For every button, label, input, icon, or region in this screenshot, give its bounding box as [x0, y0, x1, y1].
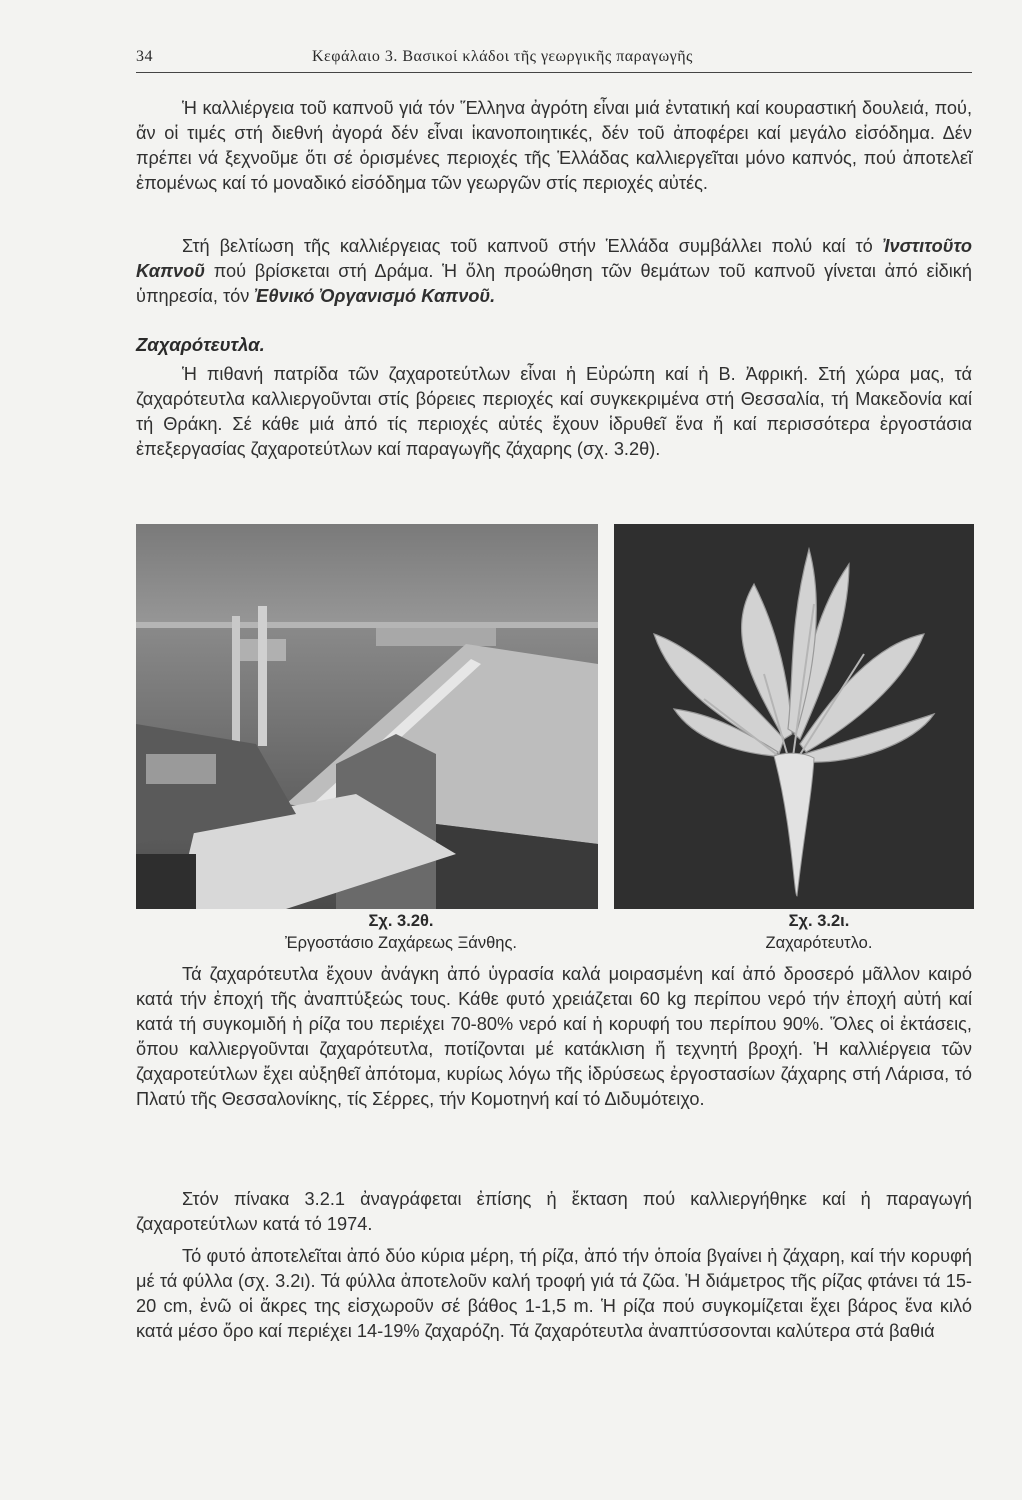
sugarbeet-paragraph-2: Τά ζαχαρότευτλα ἔχουν ἀνάγκη ἀπό ὑγρασία καλά μοιρασμένη καί ἀπό δροσερό μᾶλλον καιρό κατά τήν ἐποχή τῆς ἀναπτύξεώς τους. Κάθε φυτό χρειάζεται 60 kg περίπου νερό τήν ἐποχή αὐτή καί κατά τή συγκομιδή ἡ ρίζα του περιέχει 70-80% νερό καί ἡ κορυφή του περίπου 90%. Ὅλες οἱ ἐκτάσεις, ὅπου καλλιεργοῦνται ζαχαρότευτλα, ποτίζονται μέ κατάκλιση ἤ τεχνητή βροχή. Ἡ καλλιέργεια τῶν ζαχαροτεύτλων ἔχει αὐξηθεῖ ἀπότομα, κυρίως λόγω τῆς ἱδρύσεως ἐργοστασίων ζάχαρης στή Λάρισα, τό Πλατύ τῆς Θεσσαλονίκης, τίς Σέρρες, τήν Κομοτηνή καί τό Διδυμότειχο. [136, 964, 972, 1109]
figure-2-caption [694, 910, 944, 954]
sugarbeet-paragraph-1: Ἡ πιθανή πατρίδα τῶν ζαχαροτεύτλων εἶναι ἡ Εὐρώπη καί ἡ Β. Ἀφρική. Στή χώρα μας, τά ζαχαρότευτλα καλλιεργοῦνται στίς βόρειες περιοχές καί συγκεκριμένα στή Θεσσαλία, τή Μακεδονία καί τή Θράκη. Σέ κάθε μιά ἀπό τίς περιοχές αὐτές ἔχουν ἱδρυθεῖ ἕνα ἤ καί περισσότερα ἐργοστάσια ἐπεξεργασίας ζαχαροτεύτλων καί παραγωγῆς ζάχαρης (σχ. 3.2θ). [136, 364, 972, 459]
sugarbeet-paragraph-3: Στόν πίνακα 3.2.1 ἀναγράφεται ἐπίσης ἡ ἔκταση πού καλλιεργήθηκε καί ἡ παραγωγή ζαχαροτεύτλων κατά τό 1974. [136, 1189, 972, 1234]
figure-1-caption [136, 910, 666, 954]
figure-2-number: Σχ. 3.2ι. [788, 912, 850, 930]
sugarbeet-paragraph-4: Τό φυτό ἀποτελεῖται ἀπό δύο κύρια μέρη, τή ρίζα, ἀπό τήν ὁποία βγαίνει ἡ ζάχαρη, καί τήν κορυφή μέ τά φύλλα (σχ. 3.2ι). Τά φύλλα ἀποτελοῦν καλή τροφή γιά τά ζῶα. Ἡ διάμετρος τῆς ρίζας φτάνει τά 15-20 cm, ἐνῶ οἱ ἄκρες της εἰσχωροῦν σέ βάθος 1-1,5 m. Ἡ ρίζα πού συγκομίζεται ἔχει βάρος ἕνα κιλό κατά μέσο ὅρο καί περιέχει 14-19% ζαχαρόζη. Τά ζαχαρότευτλα ἀναπτύσσονται καλύτερα στά βαθιά [136, 1246, 972, 1341]
sugarbeet-photo [614, 524, 974, 909]
figure-1-number: Σχ. 3.2θ. [368, 912, 434, 930]
section-heading: Ζαχαρότευτλα. [136, 334, 265, 355]
tobacco-paragraph-1: Ἡ καλλιέργεια τοῦ καπνοῦ γιά τόν Ἕλληνα ἀγρότη εἶναι μιά ἐντατική καί κουραστική δουλειά, πού, ἄν οἱ τιμές στή διεθνή ἀγορά δέν εἶναι ἱκανοποιητικές, δέν τοῦ ἀποφέρει καί μεγάλο εἰσόδημα. Δέν πρέπει νά ξεχνοῦμε ὅτι σέ ὁρισμένες περιοχές τῆς Ἑλλάδας καλλιεργεῖται μόνο καπνός, πού ἀποτελεῖ ἑπομένως καί τό μοναδικό εἰσόδημα τῶν γεωργῶν στίς περιοχές αὐτές. [136, 98, 972, 193]
factory-photo [136, 524, 598, 909]
running-header [136, 44, 972, 73]
figure-2-text: Ζαχαρότευτλο. [765, 934, 873, 952]
tobacco-paragraph-2: Στή βελτίωση τῆς καλλιέργειας τοῦ καπνοῦ στήν Ἑλλάδα συμβάλλει πολύ καί τό Ἰνστιτοῦτο Καπνοῦ πού βρίσκεται στή Δράμα. Ἡ ὅλη προώθηση τῶν θεμάτων τοῦ καπνοῦ γίνεται ἀπό εἰδική ὑπηρεσία, τόν Ἐθνικό Ὀργανισμό Καπνοῦ. [136, 236, 972, 306]
tobacco-organization-term: Ἐθνικό Ὀργανισμό Καπνοῦ. [254, 286, 496, 306]
tobacco-institute-term: Ἰνστιτοῦτο Καπνοῦ [136, 236, 972, 281]
figure-1-text: Ἐργοστάσιο Ζαχάρεως Ξάνθης. [285, 934, 517, 952]
chapter-title: Κεφάλαιο 3. Βασικοί κλάδοι τῆς γεωργικῆς παραγωγῆς [312, 48, 693, 65]
page-number: 34 [136, 48, 153, 65]
